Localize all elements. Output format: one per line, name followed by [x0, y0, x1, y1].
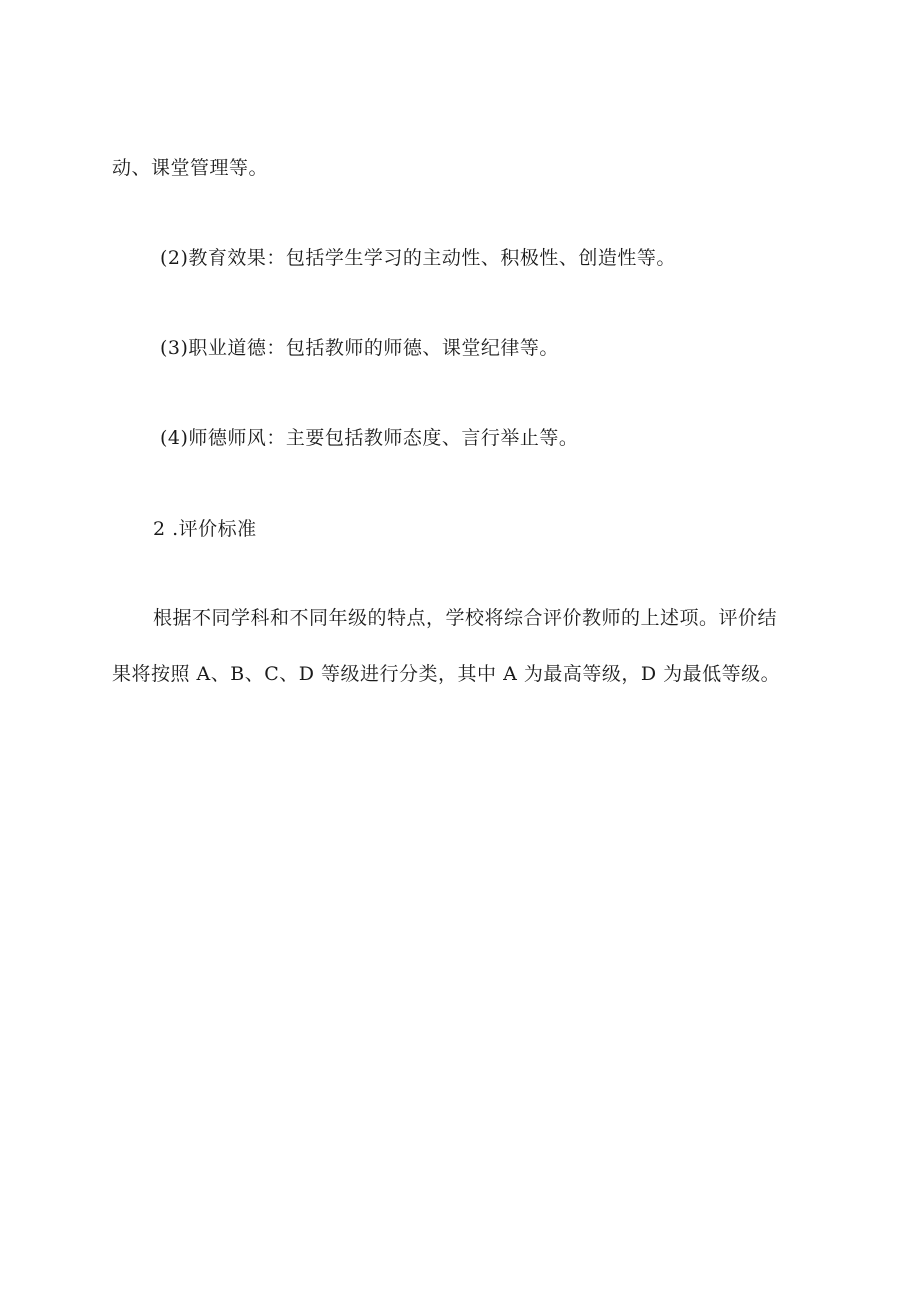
list-item-teacher-conduct: (4)师德师风：主要包括教师态度、言行举止等。: [160, 427, 579, 449]
section-heading-evaluation-criteria: 2 .评价标准: [153, 518, 257, 540]
paragraph-line-1: 根据不同学科和不同年级的特点，学校将综合评价教师的上述项。评价结: [153, 607, 778, 629]
paragraph-continuation: 动、课堂管理等。: [112, 157, 269, 179]
list-item-education-effect: (2)教育效果：包括学生学习的主动性、积极性、创造性等。: [160, 247, 676, 269]
list-item-professional-ethics: (3)职业道德：包括教师的师德、课堂纪律等。: [160, 337, 559, 359]
paragraph-line-2: 果将按照 A、B、C、D 等级进行分类，其中 A 为最高等级，D 为最低等级。: [112, 663, 781, 685]
